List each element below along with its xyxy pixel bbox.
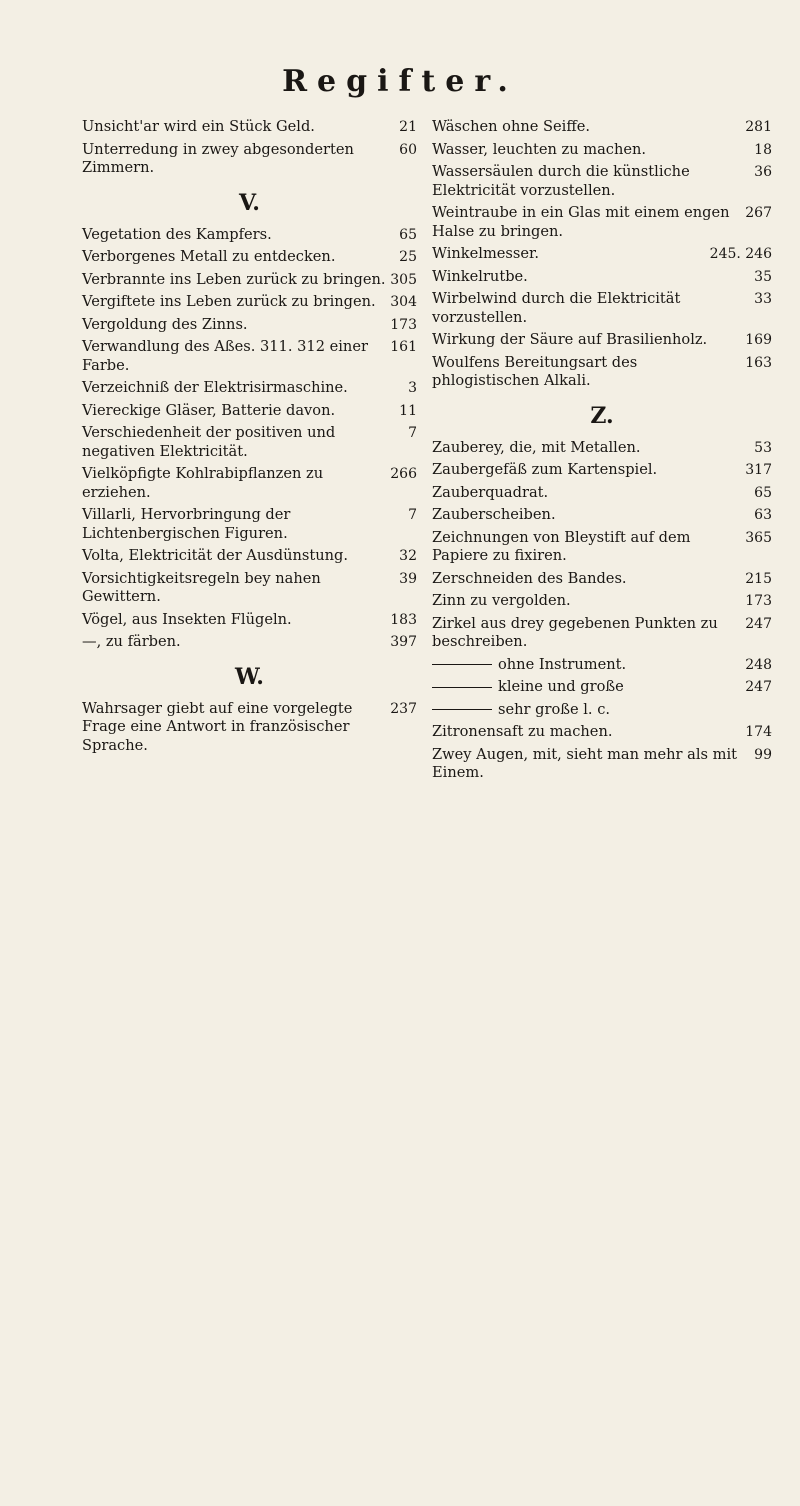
entry-text: Winkelrutbe. (432, 267, 528, 285)
entry-text: Zwey Augen, mit, sieht man mehr als mit Einem. (432, 745, 738, 781)
entry-text: Zirkel aus drey gegebenen Punkten zu beschreiben. (432, 614, 718, 650)
index-entry (82, 118, 417, 137)
entry-page-number: 305 (390, 271, 417, 288)
index-entry (432, 723, 772, 742)
section-letter-heading: Z. (590, 402, 614, 429)
ditto-dash (432, 687, 492, 688)
section-letter-heading: W. (235, 663, 264, 690)
entry-page-number: 247 (745, 615, 772, 632)
index-entry (82, 611, 417, 630)
entry-page-number: 304 (390, 294, 417, 310)
entry-text: Wäschen ohne Seiffe. (432, 118, 590, 135)
entry-text: Winkelmesser. (432, 245, 540, 262)
entry-text: Wirkung der Säure auf Brasilienholz. (432, 331, 708, 348)
entry-text: sehr große l. c. (498, 700, 611, 718)
index-entry (432, 245, 772, 264)
entry-page-number: 183 (390, 611, 417, 628)
entry-text: Zitronensaft zu machen. (432, 723, 613, 740)
index-entry (82, 570, 417, 607)
entry-page-number: 248 (745, 656, 772, 673)
entry-page-number: 36 (754, 164, 772, 180)
index-entry (82, 424, 417, 461)
ditto-dash (432, 664, 492, 665)
entry-page-number: 266 (390, 466, 417, 482)
entry-text: Vielköpfigte Kohlrabipflanzen zu erziehen. (82, 465, 324, 501)
page-title: Regifter. (282, 64, 518, 99)
entry-text: Vegetation des Kampfers. (82, 225, 272, 243)
index-entry (432, 290, 772, 327)
index-entry (82, 700, 417, 756)
ditto-dash (432, 709, 492, 710)
entry-text: Zerschneiden des Bandes. (432, 569, 627, 587)
entry-text: Vergoldung des Zinns. (82, 315, 248, 333)
entry-page-number: 39 (399, 570, 417, 587)
entry-page-number: 65 (754, 484, 772, 501)
index-entry (82, 633, 417, 652)
entry-page-number: 173 (390, 316, 417, 333)
entry-text: Wahrsager giebt auf eine vorgelegte Frage eine Antwort in französischer Sprache. (82, 699, 353, 754)
entry-page-number: 60 (399, 141, 417, 158)
entry-page-number: 7 (408, 507, 417, 523)
index-entry (82, 141, 417, 178)
index-entry (82, 226, 417, 245)
entry-text: Zauberey, die, mit Metallen. (432, 438, 641, 456)
entry-page-number: 35 (754, 268, 772, 285)
entry-text: Viereckige Gläser, Batterie davon. (82, 401, 336, 419)
entry-page-number: 169 (745, 332, 772, 348)
entry-text: Vergiftete ins Leben zurück zu bringen. (82, 293, 376, 310)
entry-text: Wassersäulen durch die künstliche Elektricität vorzustellen. (432, 163, 690, 199)
entry-page-number: 32 (399, 548, 417, 564)
entry-text: Vorsichtigkeitsregeln bey nahen Gewittern. (82, 569, 321, 605)
index-entry (82, 465, 417, 502)
section-letter-heading: V. (239, 189, 260, 216)
entry-text: Verbrannte ins Leben zurück zu bringen. (82, 270, 386, 288)
entry-text: Zauberquadrat. (432, 483, 549, 501)
entry-text: Villarli, Hervorbringung der Lichtenbergischen Figuren. (82, 506, 291, 542)
index-entry (432, 484, 772, 503)
entry-page-number: 237 (390, 700, 417, 717)
entry-page-number: 3 (408, 380, 417, 396)
entry-page-number: 245. 246 (709, 246, 772, 262)
entry-text: Zinn zu vergolden. (432, 592, 571, 609)
index-entry (82, 338, 417, 375)
left-column (82, 118, 417, 759)
index-entry (432, 592, 772, 611)
entry-page-number: 161 (390, 339, 417, 355)
index-entry (432, 331, 772, 350)
entry-text: Zauberscheiben. (432, 506, 556, 523)
entry-page-number: 25 (399, 249, 417, 265)
entry-text: kleine und große (498, 678, 624, 695)
entry-text: Zeichnungen von Bleystift auf dem Papiere zu fixiren. (432, 528, 691, 564)
entry-text: Verborgenes Metall zu entdecken. (82, 248, 336, 265)
index-entry (82, 547, 417, 566)
index-entry (82, 316, 417, 335)
entry-text: Zaubergefäß zum Kartenspiel. (432, 461, 658, 478)
index-entry (432, 204, 772, 241)
index-entry (432, 506, 772, 525)
entry-text: Verschiedenheit der positiven und negativen Elektricität. (82, 424, 336, 460)
entry-page-number: 365 (745, 529, 772, 546)
index-entry (432, 141, 772, 160)
index-entry (432, 461, 772, 480)
entry-page-number: 281 (745, 119, 772, 135)
entry-page-number: 33 (754, 291, 772, 307)
entry-page-number: 63 (754, 507, 772, 523)
index-entry (432, 656, 772, 675)
index-entry (432, 268, 772, 287)
entry-page-number: 18 (754, 141, 772, 158)
entry-page-number: 11 (399, 402, 417, 419)
index-entry (432, 678, 772, 697)
entry-page-number: 317 (745, 462, 772, 478)
entry-text: Unsicht'ar wird ein Stück Geld. (82, 118, 315, 135)
index-entry (432, 615, 772, 652)
entry-page-number: 99 (754, 746, 772, 763)
index-entry (432, 354, 772, 391)
entry-page-number: 53 (754, 439, 772, 456)
entry-page-number: 21 (399, 119, 417, 135)
entry-text: Woulfens Bereitungsart des phlogistischen Alkali. (432, 353, 638, 389)
entry-page-number: 163 (745, 354, 772, 371)
index-entry (82, 271, 417, 290)
entry-page-number: 397 (390, 634, 417, 650)
entry-text: Vögel, aus Insekten Flügeln. (82, 610, 292, 628)
index-entry (432, 529, 772, 566)
index-entry (82, 506, 417, 543)
right-column (432, 118, 772, 787)
entry-text: Verwandlung des Aßes. 311. 312 einer Farbe. (82, 338, 368, 374)
entry-page-number: 215 (745, 570, 772, 587)
entry-text: Weintraube in ein Glas mit einem engen Halse zu bringen. (432, 204, 730, 240)
entry-text: Volta, Elektricität der Ausdünstung. (82, 547, 349, 564)
index-entry (432, 570, 772, 589)
entry-page-number: 174 (745, 724, 772, 740)
entry-page-number: 247 (745, 679, 772, 695)
index-entry (432, 118, 772, 137)
entry-text: —, zu färben. (82, 633, 181, 650)
index-entry (82, 248, 417, 267)
entry-text: ohne Instrument. (498, 655, 627, 673)
index-entry (432, 701, 772, 720)
index-entry (82, 402, 417, 421)
entry-page-number: 173 (745, 593, 772, 609)
entry-page-number: 267 (745, 205, 772, 221)
index-entry (432, 746, 772, 783)
entry-page-number: 65 (399, 226, 417, 243)
entry-text: Wasser, leuchten zu machen. (432, 140, 647, 158)
entry-text: Wirbelwind durch die Elektricität vorzustellen. (432, 290, 681, 326)
index-entry (432, 163, 772, 200)
index-entry (82, 293, 417, 312)
entry-text: Verzeichniß der Elektrisirmaschine. (82, 379, 348, 396)
index-entry (82, 379, 417, 398)
entry-page-number: 7 (408, 425, 417, 441)
entry-text: Unterredung in zwey abgesonderten Zimmern. (82, 140, 354, 176)
index-entry (432, 439, 772, 458)
